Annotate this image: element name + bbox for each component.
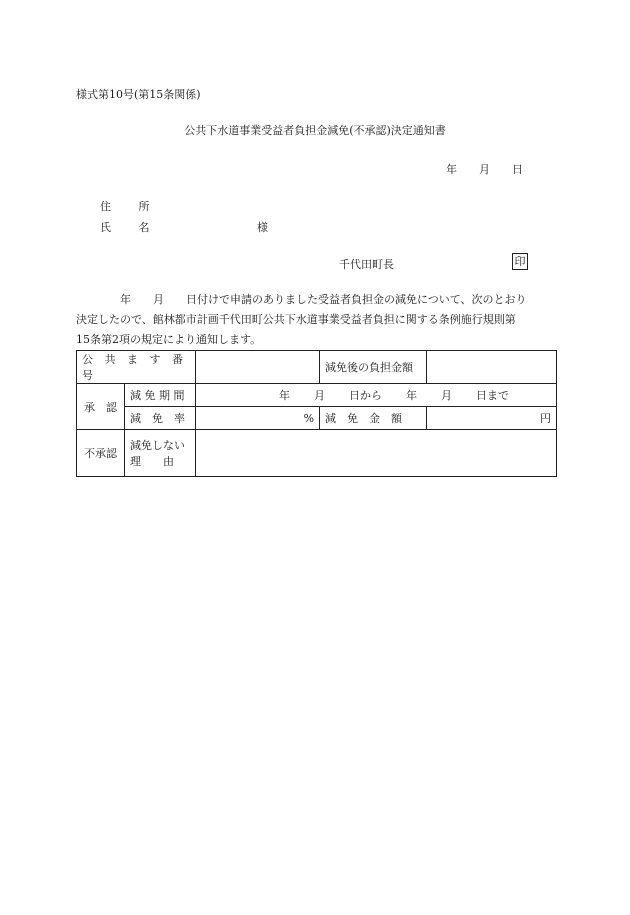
issue-date <box>446 161 523 177</box>
period-to-day: 日まで <box>476 389 510 402</box>
reduction-period-label: 減 免 期 間 <box>125 384 196 407</box>
rejection-label: 不承認 <box>77 430 125 477</box>
reason-label-line-2: 理 由 <box>130 455 174 468</box>
rejection-reason-value[interactable] <box>196 430 557 477</box>
period-from-day: 日から <box>349 389 383 402</box>
document-title: 公共下水道事業受益者負担金減免(不承認)決定通知書 <box>184 124 446 137</box>
issuer-title: 千代田町長 <box>339 258 394 271</box>
honorific: 様 <box>257 221 268 234</box>
body-line-1: 年 月 日付けで申請のありました受益者負担金の減免について、次のとおり <box>76 293 527 306</box>
body-line-2: 決定したので、館林都市計画千代田町公共下水道事業受益者負担に関する条例施行規則第 <box>76 313 516 326</box>
period-from-month: 月 <box>314 389 326 402</box>
body-line-3: 15条第2項の規定により通知します。 <box>76 333 262 346</box>
date-day: 日 <box>512 163 523 176</box>
reduction-amount-value[interactable] <box>427 407 557 430</box>
period-to-month: 月 <box>441 389 453 402</box>
form-number: 様式第10号(第15条関係) <box>76 88 201 101</box>
rejection-reason-label <box>125 430 196 477</box>
decision-table <box>76 350 557 477</box>
name-label: 氏 名 <box>100 221 162 234</box>
sewer-number-label: 公 共 ま す 番 号 <box>77 351 196 384</box>
reduction-rate-label: 減 免 率 <box>125 407 196 430</box>
name-row <box>100 219 162 235</box>
approval-label: 承 認 <box>77 384 125 430</box>
date-year: 年 <box>446 163 457 176</box>
table-row <box>77 351 557 384</box>
address-row <box>100 198 162 214</box>
post-reduction-amount-value[interactable] <box>427 351 557 384</box>
table-row <box>77 407 557 430</box>
reduction-rate-value[interactable] <box>196 407 320 430</box>
address-label: 住 所 <box>100 200 162 213</box>
table-row <box>77 430 557 477</box>
table-row <box>77 384 557 407</box>
sewer-number-value[interactable] <box>196 351 320 384</box>
seal-mark: 印 <box>512 253 528 270</box>
period-from-year: 年 <box>279 389 291 402</box>
period-to-year: 年 <box>406 389 418 402</box>
reduction-amount-label: 減 免 金 額 <box>320 407 427 430</box>
rate-unit: % <box>303 411 315 425</box>
notice-body <box>76 290 556 350</box>
post-reduction-amount-label: 減免後の負担金額 <box>320 351 427 384</box>
reason-label-line-1: 減免しない <box>130 439 185 452</box>
amount-unit: 円 <box>540 412 552 425</box>
reduction-period-value[interactable] <box>196 384 557 407</box>
date-month: 月 <box>479 163 490 176</box>
